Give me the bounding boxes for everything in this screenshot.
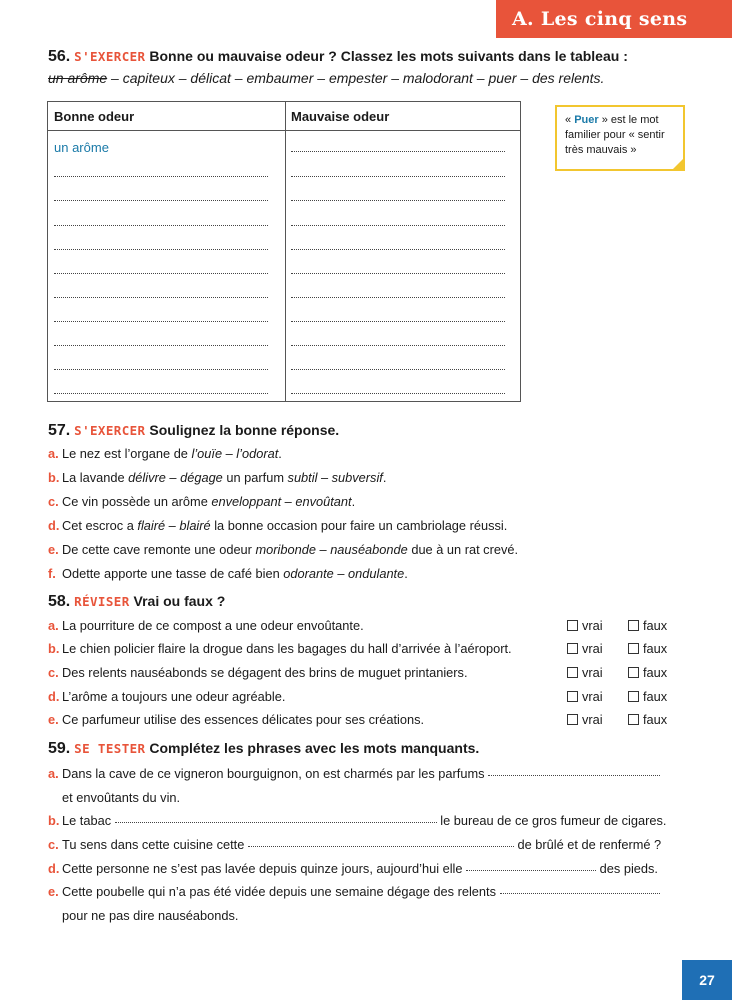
- item-text: Odette apporte une tasse de café bien: [62, 566, 284, 581]
- item-text: Le nez est l’organe de: [62, 446, 192, 461]
- fill-in-blank[interactable]: [466, 870, 596, 871]
- item-text: .: [382, 470, 387, 485]
- item-text: Cette poubelle qui n’a pas été vidée depuis une semaine dégage des relents: [62, 884, 496, 899]
- item-continuation: et envoûtants du vin.: [62, 790, 181, 805]
- item-text: des pieds.: [599, 861, 658, 876]
- answer-line-bad[interactable]: [291, 176, 505, 177]
- item-letter: c.: [48, 837, 59, 852]
- answer-line-good[interactable]: [54, 369, 268, 370]
- item-text: .: [351, 494, 356, 509]
- item-text: la bonne occasion pour faire un cambriolage réussi.: [210, 518, 508, 533]
- item-letter: f.: [48, 566, 56, 581]
- item-letter: e.: [48, 542, 59, 557]
- answer-line-bad[interactable]: [291, 151, 505, 152]
- true-checkbox[interactable]: [567, 714, 578, 725]
- note-fold-corner: [671, 157, 685, 171]
- ex59-instruction: Complétez les phrases avec les mots manquants.: [149, 740, 480, 756]
- item-letter: b.: [48, 470, 60, 485]
- item-text: L’arôme a toujours une odeur agréable.: [62, 689, 286, 704]
- note-quote: «: [565, 114, 575, 126]
- answer-choice[interactable]: délivre – dégage: [128, 470, 223, 485]
- item-text: Le chien policier flaire la drogue dans les bagages du hall d’arrivée à l’aéroport.: [62, 641, 512, 656]
- fill-in-blank[interactable]: [115, 822, 437, 823]
- item-text: La pourriture de ce compost a une odeur envoûtante.: [62, 618, 364, 633]
- bad-odor-header: Mauvaise odeur: [285, 102, 520, 131]
- bad-odor-column: [285, 102, 520, 401]
- item-text: .: [278, 446, 282, 461]
- false-label: faux: [643, 689, 668, 704]
- answer-choice[interactable]: odorante – ondulante: [283, 566, 405, 581]
- answer-line-bad[interactable]: [291, 273, 505, 274]
- ex57-item: [48, 542, 518, 557]
- false-label: faux: [643, 641, 668, 656]
- false-checkbox[interactable]: [628, 620, 639, 631]
- answer-line-good[interactable]: [54, 273, 268, 274]
- item-text: Ce vin possède un arôme: [62, 494, 212, 509]
- false-label: faux: [643, 618, 668, 633]
- item-text: Dans la cave de ce vigneron bourguignon, on est charmés par les parfums: [62, 766, 485, 781]
- answer-line-bad[interactable]: [291, 369, 505, 370]
- true-option[interactable]: [567, 665, 603, 680]
- false-checkbox[interactable]: [628, 691, 639, 702]
- true-checkbox[interactable]: [567, 620, 578, 631]
- item-letter: b.: [48, 813, 60, 828]
- answer-line-good[interactable]: [54, 393, 268, 394]
- true-checkbox[interactable]: [567, 667, 578, 678]
- false-option[interactable]: [628, 665, 667, 680]
- item-letter: d.: [48, 518, 60, 533]
- answer-line-bad[interactable]: [291, 225, 505, 226]
- ex57-item: [48, 494, 355, 509]
- item-text: De cette cave remonte une odeur: [62, 542, 256, 557]
- answer-line-good[interactable]: [54, 345, 268, 346]
- ex57-tag: S'EXERCER: [74, 423, 146, 438]
- ex58-tag: RÉVISER: [74, 594, 130, 609]
- note-highlight: Puer: [574, 114, 599, 126]
- answer-line-good[interactable]: [54, 297, 268, 298]
- ex59-tag: SE TESTER: [74, 741, 146, 756]
- item-text: Des relents nauséabonds se dégagent des brins de muguet printaniers.: [62, 665, 468, 680]
- item-letter: a.: [48, 618, 59, 633]
- answer-choice[interactable]: l’ouïe – l’odorat: [191, 446, 279, 461]
- answer-choice[interactable]: moribonde – nauséabonde: [255, 542, 408, 557]
- page-number: 27: [682, 960, 732, 1000]
- good-odor-example: un arôme: [54, 140, 109, 155]
- item-letter: b.: [48, 641, 60, 656]
- ex58-number: 58.: [48, 593, 71, 610]
- item-letter: e.: [48, 884, 59, 899]
- item-text: Tu sens dans cette cuisine cette: [62, 837, 245, 852]
- item-letter: a.: [48, 446, 59, 461]
- false-option[interactable]: [628, 689, 667, 704]
- answer-line-good[interactable]: [54, 225, 268, 226]
- fill-in-blank[interactable]: [500, 893, 660, 894]
- false-checkbox[interactable]: [628, 714, 639, 725]
- answer-line-bad[interactable]: [291, 297, 505, 298]
- true-label: vrai: [582, 665, 603, 680]
- item-text: Le tabac: [62, 813, 112, 828]
- item-letter: a.: [48, 766, 59, 781]
- item-text: Ce parfumeur utilise des essences délicates pour ses créations.: [62, 712, 425, 727]
- true-label: vrai: [582, 618, 603, 633]
- ex58-item: [48, 641, 512, 656]
- note-text: » est le mot familier pour « sentir très mauvais »: [565, 114, 665, 156]
- answer-line-bad[interactable]: [291, 249, 505, 250]
- item-text: le bureau de ce gros fumeur de cigares.: [440, 813, 667, 828]
- false-label: faux: [643, 712, 668, 727]
- item-continuation: pour ne pas dire nauséabonds.: [62, 908, 239, 923]
- ex58-item: [48, 665, 468, 680]
- item-letter: e.: [48, 712, 59, 727]
- false-checkbox[interactable]: [628, 667, 639, 678]
- section-title: A. Les cinq sens: [496, 0, 732, 38]
- ex56-tag: S'EXERCER: [74, 49, 146, 64]
- good-odor-header: Bonne odeur: [48, 102, 285, 131]
- item-letter: d.: [48, 861, 60, 876]
- answer-line-bad[interactable]: [291, 345, 505, 346]
- item-text: Cet escroc a: [62, 518, 138, 533]
- ex57-item: [48, 470, 386, 485]
- item-text: de brûlé et de renfermé ?: [517, 837, 662, 852]
- ex59-item: [48, 861, 658, 876]
- ex57-item: [48, 518, 507, 533]
- answer-line-good[interactable]: [54, 200, 268, 201]
- item-text: un parfum: [222, 470, 288, 485]
- false-label: faux: [643, 665, 668, 680]
- true-label: vrai: [582, 689, 603, 704]
- false-option[interactable]: [628, 618, 667, 633]
- ex56-word-list: [48, 70, 604, 86]
- item-letter: c.: [48, 665, 59, 680]
- answer-line-good[interactable]: [54, 176, 268, 177]
- ex57-title: [48, 422, 339, 440]
- ex56-words: – capiteux – délicat – embaumer – empester – malodorant – puer – des relents.: [111, 70, 605, 86]
- answer-line-good[interactable]: [54, 249, 268, 250]
- answer-choice[interactable]: enveloppant – envoûtant: [211, 494, 352, 509]
- ex59-number: 59.: [48, 740, 71, 757]
- ex56-example-word: un arôme: [48, 70, 108, 86]
- ex56-classification-table: [47, 101, 521, 402]
- ex56-number: 56.: [48, 48, 71, 65]
- ex59-item: [48, 766, 660, 781]
- ex59-item: [48, 884, 660, 899]
- fill-in-blank[interactable]: [488, 775, 660, 776]
- true-option[interactable]: [567, 712, 603, 727]
- ex57-instruction: Soulignez la bonne réponse.: [149, 422, 340, 438]
- answer-line-bad[interactable]: [291, 321, 505, 322]
- ex57-number: 57.: [48, 422, 71, 439]
- true-option[interactable]: [567, 689, 603, 704]
- ex58-title: [48, 593, 225, 611]
- answer-choice[interactable]: flairé – blairé: [137, 518, 211, 533]
- item-letter: d.: [48, 689, 60, 704]
- item-letter: c.: [48, 494, 59, 509]
- fill-in-blank[interactable]: [248, 846, 514, 847]
- ex58-item: [48, 689, 285, 704]
- ex59-item: [48, 837, 661, 852]
- true-option[interactable]: [567, 641, 603, 656]
- false-option[interactable]: [628, 712, 667, 727]
- false-checkbox[interactable]: [628, 643, 639, 654]
- vocab-note: [555, 105, 685, 171]
- item-text: due à un rat crevé.: [407, 542, 519, 557]
- item-text: .: [404, 566, 408, 581]
- ex58-item: [48, 618, 364, 633]
- answer-line-bad[interactable]: [291, 200, 505, 201]
- false-option[interactable]: [628, 641, 667, 656]
- ex58-instruction: Vrai ou faux ?: [133, 593, 226, 609]
- ex59-title: [48, 740, 479, 758]
- answer-choice[interactable]: subtil – subversif: [287, 470, 383, 485]
- ex56-instruction: Bonne ou mauvaise odeur ? Classez les mots suivants dans le tableau :: [149, 48, 628, 64]
- true-checkbox[interactable]: [567, 643, 578, 654]
- ex58-item: [48, 712, 424, 727]
- ex57-item: [48, 446, 282, 461]
- answer-line-bad[interactable]: [291, 393, 505, 394]
- item-text: La lavande: [62, 470, 129, 485]
- item-text: Cette personne ne s’est pas lavée depuis quinze jours, aujourd’hui elle: [62, 861, 463, 876]
- true-option[interactable]: [567, 618, 603, 633]
- true-label: vrai: [582, 712, 603, 727]
- ex56-title: [48, 48, 628, 66]
- true-label: vrai: [582, 641, 603, 656]
- answer-line-good[interactable]: [54, 321, 268, 322]
- ex59-item: [48, 813, 666, 828]
- good-odor-column: [48, 102, 286, 401]
- ex57-item: [48, 566, 408, 581]
- true-checkbox[interactable]: [567, 691, 578, 702]
